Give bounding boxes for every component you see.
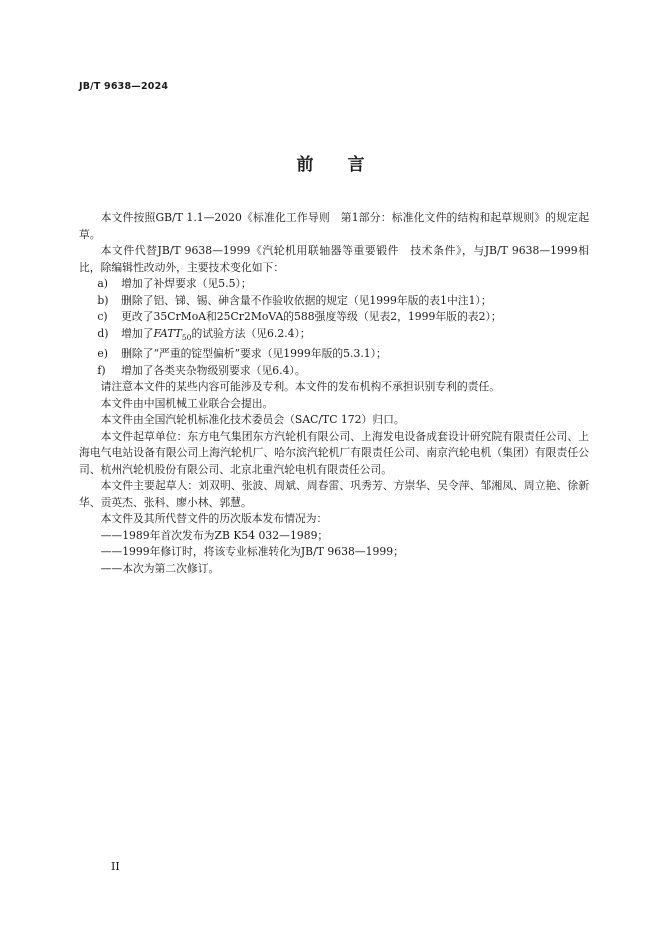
fatt-subscript: 50 [181,332,192,342]
list-text: 增加了补焊要求（见5.5）； [121,277,252,290]
paragraph-history-intro: 本文件及其所代替文件的历次版本发布情况为： [100,512,328,526]
history-item: ——本次为第二次修订。 [100,561,220,575]
title-char-2: 言 [347,155,366,175]
list-label: a) [97,277,109,290]
paragraph-patent-notice: 请注意本文件的某些内容可能涉及专利。本文件的发布机构不承担识别专利的责任。 [100,380,501,394]
paragraph-drafting-units: 本文件起草单位：东方电气集团东方汽轮机有限公司、上海发电设备成套设计研究院有限责任公司、上海电气电站设备有限公司上海汽轮机厂、哈尔滨汽轮机厂有限责任公司、南京汽轮电机（集团）有限责任公司、杭州汽轮机股份有限公司、北京北重汽轮电机有限责任公司。 [79,429,589,476]
page-title [0,150,662,175]
paragraph-committee: 本文件由全国汽轮机标准化技术委员会（SAC/TC 172）归口。 [100,413,405,427]
preface-body [79,210,589,577]
history-item: ——1989年首次发布为ZB K54 032—1989； [100,528,329,542]
page-number: II [111,860,120,873]
list-item [97,363,589,380]
list-label: b) [97,293,109,307]
list-text: 删除了“严重的锭型偏析”要求（见1999年版的5.3.1）； [121,347,387,361]
document-number: JB/T 9638—2024 [79,81,169,92]
list-label: c) [97,310,108,323]
list-label: e) [97,347,108,361]
list-item [97,346,589,363]
fatt-symbol: FATT [153,326,182,340]
paragraph-drafters: 本文件主要起草人：刘双明、张波、周斌、周春雷、巩秀芳、方崇华、吴令萍、邹湘凤、周立艳、徐新华、贡英杰、张科、廖小林、郭慧。 [79,479,589,509]
paragraph-proposer: 本文件由中国机械工业联合会提出。 [100,396,274,410]
list-text: 增加了各类夹杂物级别要求（见6.4）。 [121,363,306,377]
list-label: f) [97,363,106,377]
list-label: d) [97,326,109,340]
list-text: 删除了铝、锑、锡、砷含量不作验收依据的规定（见1999年版的表1中注1）； [121,293,492,307]
list-item [97,309,589,326]
history-item: ——1999年修订时，将该专业标准转化为JB/T 9638—1999； [100,545,404,559]
list-text: 更改了35CrMoA和25Cr2MoVA的588强度等级（见表2，1999年版的表2）； [121,310,502,323]
list-text-post: 的试验方法（见6.2.4）； [191,326,311,340]
list-text-pre: 增加了 [121,326,154,340]
paragraph-replacement: 本文件代替JB/T 9638—1999《汽轮机用联轴器等重要锻件 技术条件》，与JB/T 9638—1999相比，除编辑性改动外，主要技术变化如下： [79,244,589,274]
list-item [97,293,589,310]
title-char-1: 前 [296,155,315,175]
list-item [97,326,589,347]
list-item [97,276,589,293]
paragraph-drafting-rules: 本文件按照GB/T 1.1—2020《标准化工作导则 第1部分：标准化文件的结构和起草规则》的规定起草。 [79,211,589,241]
